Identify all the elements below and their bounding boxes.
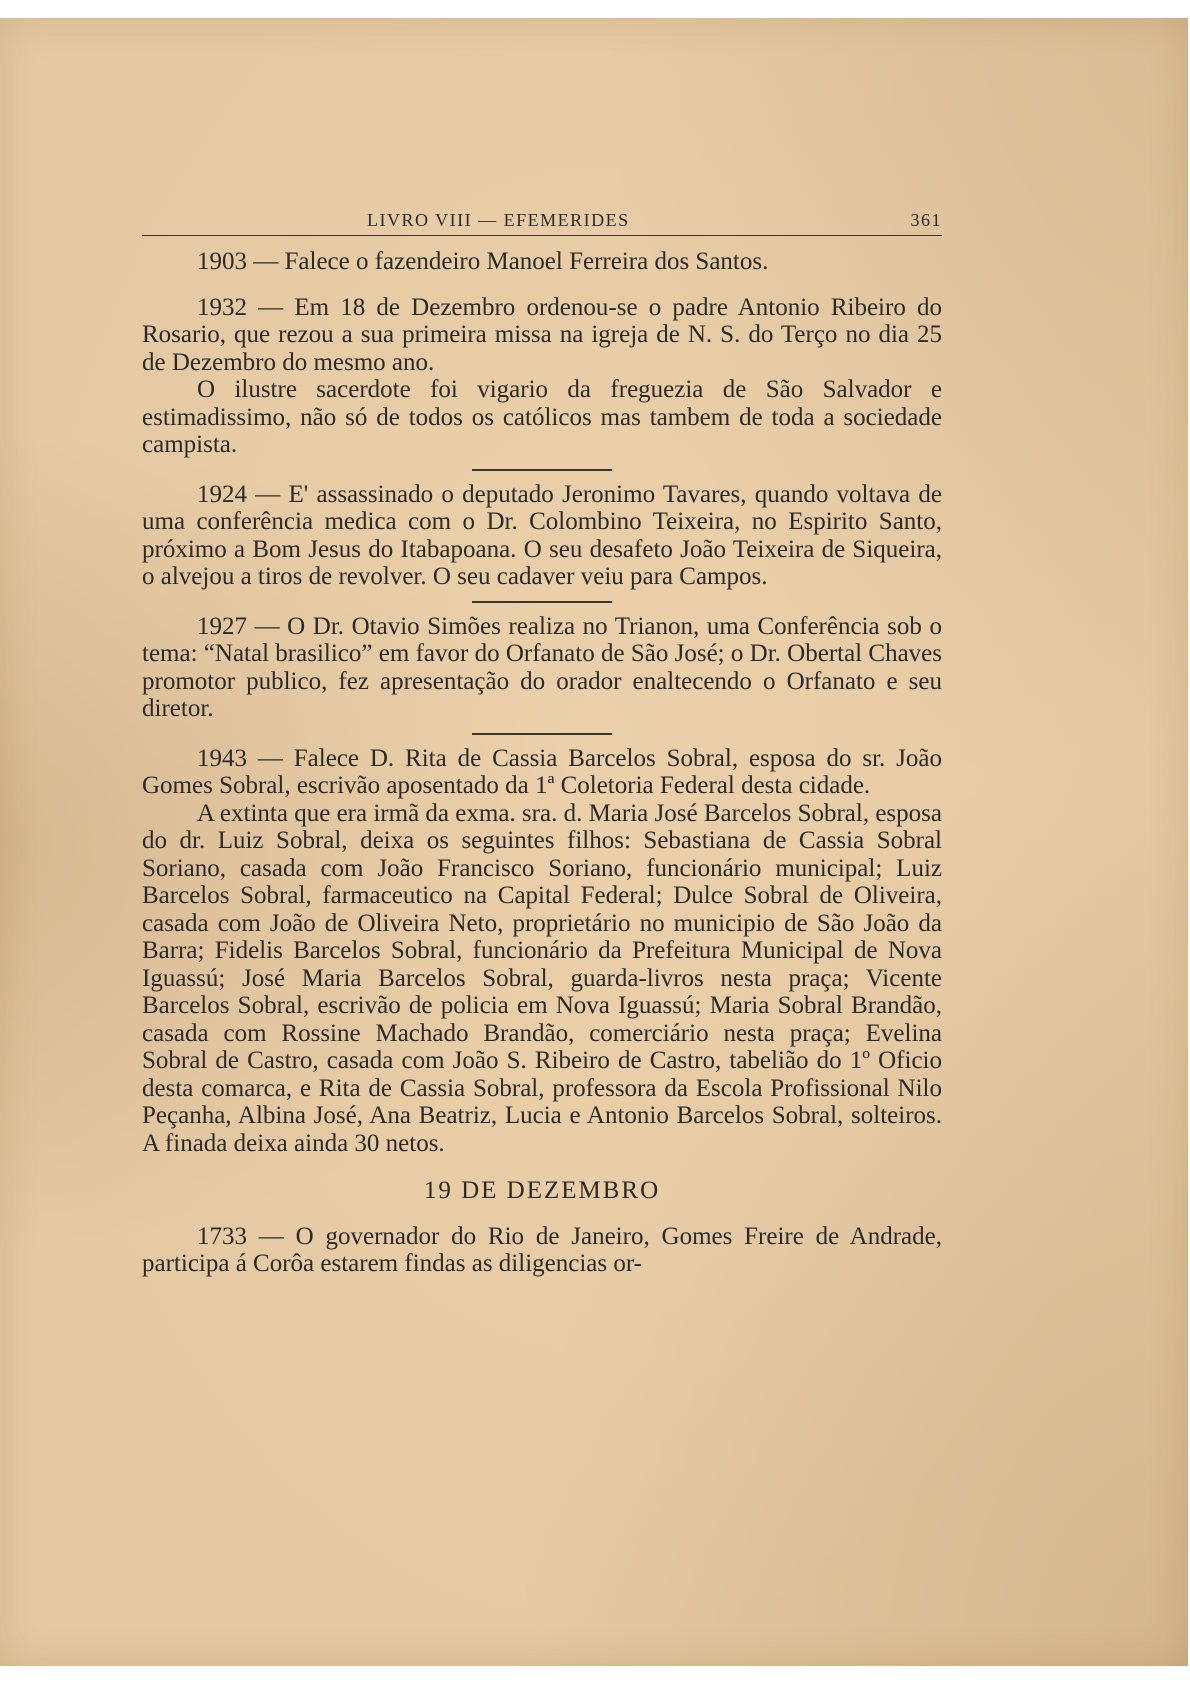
entry-1943: 1943 — Falece D. Rita de Cassia Barcelos Sobral, esposa do sr. João Gomes Sobral, escrivão aposentado da 1ª Coletoria Federal desta cidade. bbox=[142, 744, 942, 799]
entry-1924: 1924 — E' assassinado o deputado Jeronimo Tavares, quando voltava de uma conferência medica com o Dr. Colombino Teixeira, no Espirito Santo, próximo a Bom Jesus do Itabapoana. O seu desafeto João Teixeira de Siqueira, o alvejou a tiros de revolver. O seu cadaver veiu para Campos. bbox=[142, 480, 942, 590]
page-content bbox=[142, 201, 942, 1278]
entry-1943-continued: A extinta que era irmã da exma. sra. d. Maria José Barcelos Sobral, esposa do dr. Luiz Sobral, deixa os seguintes filhos: Sebastiana de Cassia Sobral Soriano, casada com João Francisco Soriano, funcionário municipal; Luiz Barcelos Sobral, farmaceutico na Capital Federal; Dulce Sobral de Oliveira, casada com João de Oliveira Neto, proprietário no municipio de São João da Barra; Fidelis Barcelos Sobral, funcionário da Prefeitura Municipal de Nova Iguassú; José Maria Barcelos Sobral, guarda-livros nesta praça; Vicente Barcelos Sobral, escrivão de policia em Nova Iguassú; Maria Sobral Brandão, casada com Rossine Machado Brandão, comerciário nesta praça; Evelina Sobral de Castro, casada com João S. Ribeiro de Castro, tabelião do 1º Oficio desta comarca, e Rita de Cassia Sobral, professora da Escola Profissional Nilo Peçanha, Albina José, Ana Beatriz, Lucia e Antonio Barcelos Sobral, solteiros. A finada deixa ainda 30 netos. bbox=[142, 799, 942, 1157]
separator-rule bbox=[472, 733, 612, 735]
separator-rule bbox=[472, 601, 612, 603]
entry-1932: 1932 — Em 18 de Dezembro ordenou-se o padre Antonio Ribeiro do Rosario, que rezou a sua primeira missa na igreja de N. S. do Terço no dia 25 de Dezembro do mesmo ano. bbox=[142, 293, 942, 376]
entry-1903: 1903 — Falece o fazendeiro Manoel Ferreira dos Santos. bbox=[197, 248, 769, 275]
entry-1932-continued: O ilustre sacerdote foi vigario da freguezia de São Salvador e estimadissimo, não só de todos os católicos mas tambem de toda a sociedade campista. bbox=[142, 376, 942, 458]
page-number: 361 bbox=[910, 210, 942, 230]
running-title: LIVRO VIII — EFEMERIDES bbox=[367, 210, 630, 230]
section-heading: 19 DE DEZEMBRO bbox=[423, 1177, 661, 1204]
paragraph-gap bbox=[142, 276, 942, 294]
header-rule bbox=[142, 235, 942, 236]
running-header bbox=[142, 201, 942, 235]
entry-1927: 1927 — O Dr. Otavio Simões realiza no Trianon, uma Conferência sob o tema: “Natal brasilico” em favor do Orfanato de São José; o Dr. Obertal Chaves promotor publico, fez apresentação do orador enaltecendo o Orfanato e seu diretor. bbox=[142, 612, 942, 722]
entry-1733: 1733 — O governador do Rio de Janeiro, Gomes Freire de Andrade, participa á Corôa estarem findas as diligencias or- bbox=[142, 1222, 942, 1277]
book-page bbox=[0, 18, 1188, 1666]
separator-rule bbox=[472, 469, 612, 471]
